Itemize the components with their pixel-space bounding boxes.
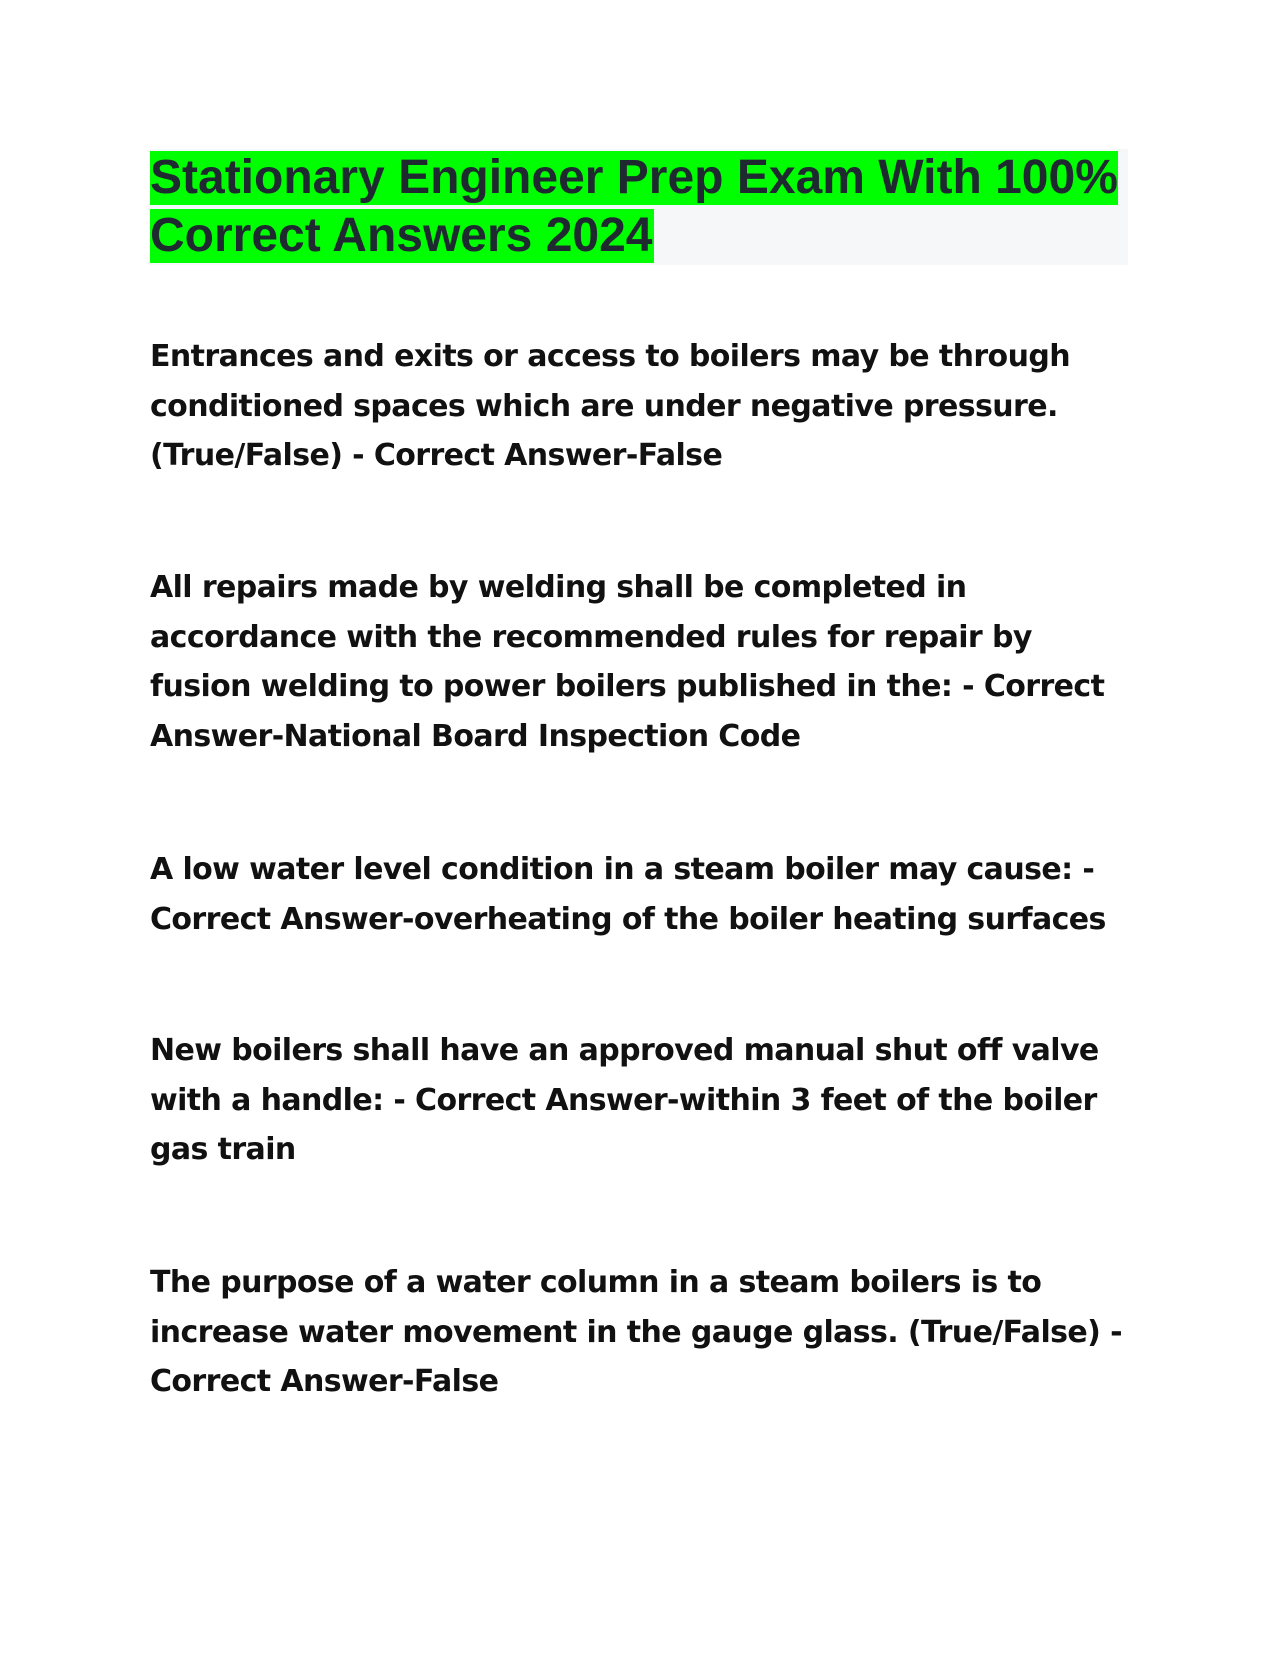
question-answer-item: The purpose of a water column in a steam boilers is to increase water movement in the gauge glass. (True/False) - Correct Answer-False [150,1265,1122,1399]
title-block [150,149,1128,265]
question-answer-item: A low water level condition in a steam boiler may cause: - Correct Answer-overheating of the boiler heating surfaces [150,852,1106,937]
document-title [150,149,1128,265]
question-answer-item: All repairs made by welding shall be completed in accordance with the recommended rules for repair by fusion welding to power boilers published in the: - Correct Answer-National Board Inspection Code [150,570,1105,754]
title-highlight: Stationary Engineer Prep Exam With 100% Correct Answers 2024 [150,151,1118,262]
question-answer-item: Entrances and exits or access to boilers may be through conditioned spaces which are under negative pressure. (True/False) - Correct Answer-False [150,339,1070,473]
question-answer-item: New boilers shall have an approved manual shut off valve with a handle: - Correct Answer-within 3 feet of the boiler gas train [150,1033,1099,1167]
